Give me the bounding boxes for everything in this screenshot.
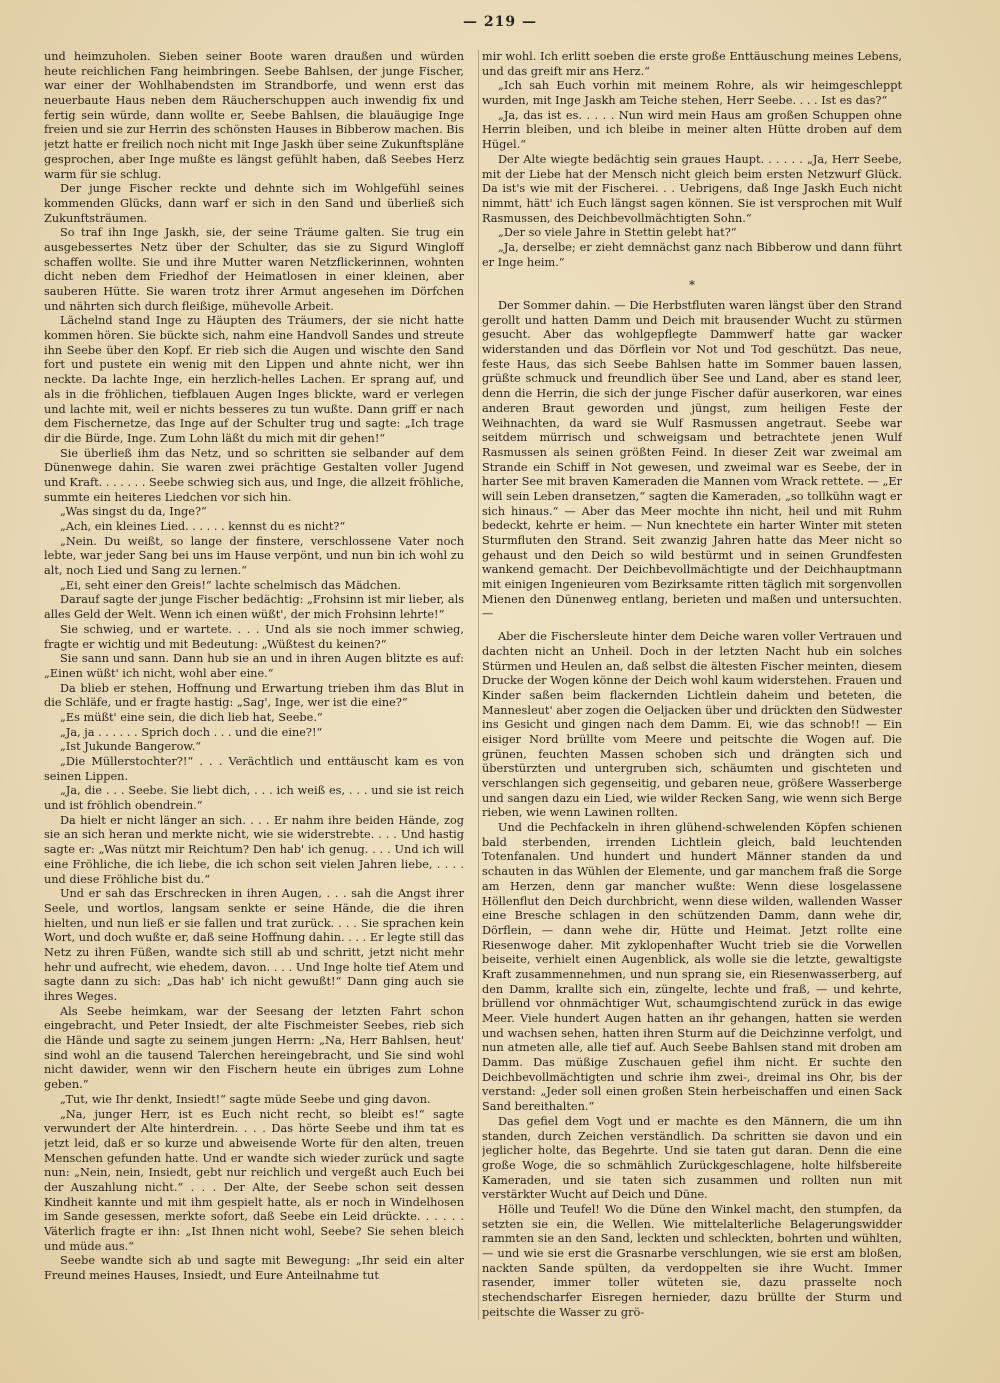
paragraph: „Es müßt' eine sein, die dich lieb hat, Seebe.“ — [60, 710, 323, 724]
paragraph: Und er sah das Erschrecken in ihren Augen, . . . sah die Angst ihrer Seele, und wortlos, langsam senkte er seine Hände, die die ihren hielten, und nun ließ er sie fallen und trat zurück. . . . Sie sprachen kein Wort, und doch wußte er, daß seine Hoffnung dahin. . . . Er legte still das Netz zu ihren Füßen, wandte sich still ab und schritt, jetzt nicht mehr hehr und aufrecht, wie ehedem, davon. . . . Und Inge holte tief Atem und sagte dann zu sich: „Das hab' ich nicht gewußt!“ Dann ging auch sie ihres Weges. — [44, 887, 464, 1003]
paragraph: „Ist Jukunde Bangerow.“ — [60, 740, 202, 754]
paragraph: „Na, junger Herr, ist es Euch nicht recht, so bleibt es!“ sagte verwundert der Alte hinterdrein. . . . Das hörte Seebe und ihm tat es jetzt leid, daß er so kurze und abweisende Worte für den alten, treuen Menschen gefunden hatte. Und er wandte sich wieder zurück und sagte nun: „Nein, nein, Insiedt, gebt nur reichlich und vergeßt auch Euch bei der Auszahlung nicht.“ . . . Der Alte, der Seebe schon seit dessen Kindheit kannte und mit ihm gespielt hatte, als er noch in Windelhosen im Sande gesessen, merkte sofort, daß Seebe ein Leid drückte. . . . . . Väterlich fragte er ihn: „Ist Ihnen nicht wohl, Seebe? Sie sehen bleich und müde aus.“ — [44, 1107, 464, 1253]
paragraph: Als Seebe heimkam, war der Seesang der letzten Fahrt schon eingebracht, und Peter Insiedt, der alte Fischmeister Seebes, rieb sich die Hände und sagte zu seinem jungen Herrn: „Na, Herr Bahlsen, heut' sind wohl an die tausend Talerchen hereingebracht, und Sie sind wohl nicht dawider, wenn wir den Fischern heute ein übriges zum Lohne geben.“ — [44, 1004, 464, 1092]
paragraph: „Was singst du da, Inge?“ — [60, 505, 207, 519]
paragraph: Hölle und Teufel! Wo die Düne den Winkel macht, den stumpfen, da setzten sie ein, die Wellen. Wie mittelalterliche Belagerungswidder rammten sie an den Sand, leckten und schleckten, bohrten und wühlten, — und wie sie erst die Grasnarbe verschlungen, wie sie erst am bloßen, nackten Sande spülten, da verdoppelten sie ihre Wucht. Immer rasender, immer toller wüteten sie, dazu prasselte noch stechendscharfer Eisregen hernieder, dazu brüllte der Sturm und peitschte die Wasser zu grö- — [482, 1202, 902, 1319]
paragraph: „Ja, das ist es. . . . . Nun wird mein Haus am großen Schuppen ohne Herrin bleiben, und ich bleibe in meiner alten Hütte droben auf dem Hügel.“ — [482, 108, 902, 152]
paragraph: Sie schwieg, und er wartete. . . . Und als sie noch immer schwieg, fragte er wichtig und mit Bedeutung: „Wüßtest du keinen?“ — [44, 622, 464, 651]
paragraph: Da hielt er nicht länger an sich. . . . Er nahm ihre beiden Hände, zog sie an sich heran und merkte nicht, wie sie widerstrebte. . . . Und hastig sagte er: „Was nützt mir Reichtum? Den hab' ich genug. . . . Und ich will eine Fröhliche, die ich liebe, die ich schon seit vielen Jahren liebe, . . . . und diese Fröhliche bist du.“ — [44, 813, 464, 886]
page-number: — 219 — — [463, 14, 537, 30]
paragraph: „Ei, seht einer den Greis!“ lachte schelmisch das Mädchen. — [60, 578, 402, 592]
right-column — [482, 50, 902, 1320]
paragraph: Lächelnd stand Inge zu Häupten des Träumers, der sie nicht hatte kommen hören. Sie bückte sich, nahm eine Handvoll Sandes und streute ihn Seebe über den Kopf. Er rieb sich die Augen und wischte den Sand fort und pustete ein wenig mit den Lippen und ahnte nicht, wer ihn neckte. Da lachte Inge, ein herzlich-helles Lachen. Er sprang auf, und als in die fröhlichen, tiefblauen Augen Inges blickte, ward er verlegen und lachte mit, weil er nichts besseres zu tun wußte. Dann griff er nach dem Fischernetze, das Inge auf der Schulter trug und sagte: „Ich trage dir die Bürde, Inge. Zum Lohn läßt du mich mit dir gehen!“ — [44, 314, 464, 445]
paragraph: „Nein. Du weißt, so lange der finstere, verschlossene Vater noch lebte, war jeder Sang bei uns im Hause verpönt, und nun bin ich wohl zu alt, noch Lied und Sang zu lernen.“ — [44, 534, 464, 578]
paragraph: Sie überließ ihm das Netz, und so schritten sie selbander auf dem Dünenwege dahin. Sie waren zwei prächtige Gestalten voller Jugend und Kraft. . . . . . . Seebe schwieg sich aus, und Inge, die allzeit fröhliche, summte ein heiteres Liedchen vor sich hin. — [44, 446, 464, 504]
paragraph: Sie sann und sann. Dann hub sie an und in ihren Augen blitzte es auf: „Einen wüßt' ich nicht, wohl aber eine.“ — [44, 652, 464, 680]
paragraph: und heimzuholen. Sieben seiner Boote waren draußen und würden heute reichlichen Fang heimbringen. Seebe Bahlsen, der junge Fischer, war einer der Wohlhabendsten im Strandborfe, und wenn erst das neuerbaute Haus neben dem Räucherschuppen auch inwendig fix und fertig sein würde, dann wollte er, Seebe Bahlsen, die blauäugige Inge freien und sie zur Herrin des schönsten Hauses in Bibberow machen. Bis jetzt hatte er freilich noch nicht mit Inge Jaskh über seine Zukunftspläne gesprochen, aber Inge mußte es längst gefühlt haben, daß Seebes Herz warm für sie schlug. — [44, 50, 464, 181]
paragraph: Da blieb er stehen, Hoffnung und Erwartung trieben ihm das Blut in die Schläfe, und er fragte hastig: „Sag', Inge, wer ist die eine?“ — [44, 681, 464, 710]
paragraph: „Ja, die . . . Seebe. Sie liebt dich, . . . ich weiß es, . . . und sie ist reich und ist fröhlich obendrein.“ — [44, 784, 464, 813]
paragraph: „Tut, wie Ihr denkt, Insiedt!“ sagte müde Seebe und ging davon. — [60, 1092, 431, 1106]
column-divider — [478, 50, 479, 1320]
paragraph: Darauf sagte der junge Fischer bedächtig: „Frohsinn ist mir lieber, als alles Geld der Welt. Wenn ich einen wüßt', der mich Frohsinn lehrte!“ — [44, 593, 464, 622]
paragraph: Der junge Fischer reckte und dehnte sich im Wohlgefühl seines kommenden Glücks, dann warf er sich in den Sand und überließ sich Zukunftsträumen. — [44, 182, 464, 225]
paragraph: Aber die Fischersleute hinter dem Deiche waren voller Vertrauen und dachten nicht an Unheil. Doch in der letzten Nacht hub ein solches Stürmen und Heulen an, daß selbst die ältesten Fischer meinten, diesem Drucke der Wogen könne der Deich wohl kaum widerstehen. Frauen und Kinder saßen beim flackernden Lichtlein daheim und beteten, die Mannesleut' aber zogen die Oeljacken über und drückten den Südwester ins Gesicht und gingen nach dem Damm. Ei, wie das schnob!! — Ein eisiger Nord brüllte vom Meere und peitschte die Wogen auf. Die grünen, feuchten Massen schoben sich und drängten sich und überstürzten und untergruben sich, schäumten und gischteten und verschlangen sich gegenseitig, und gebaren neue, größere Wasserberge und sangen dazu ein Lied, wie wilder Recken Sang, wie wenn sich Berge rieben, wie wenn Lawinen rollten. — [482, 630, 902, 820]
paragraph: Der Sommer dahin. — Die Herbstfluten waren längst über den Strand gerollt und hatten Damm und Deich mit brausender Wucht zu stürmen gesucht. Aber das wohlgepflegte Dammwerf hatte gar wacker widerstanden und das Dörflein vor Not und Tod geschützt. Das neue, feste Haus, das sich Seebe Bahlsen hatte im Sommer bauen lassen, grüßte schmuck und freundlich über See und Land, aber es stand leer, denn die Herrin, die sich der junge Fischer dafür auserkoren, war eines anderen Braut geworden und jüngst, zum heiligen Feste der Weihnachten, da ward sie Wulf Rasmussen angetraut. Seebe war seitdem mürrisch und schweigsam und betrachtete jenen Wulf Rasmussen als seinen größten Feind. In dieser Zeit war zweimal am Strande ein Schiff in Not gewesen, und zweimal war es Seebe, der in harter See mit braven Kameraden die Mannen vom Wrack rettete. — „Er will sein Leben dransetzen,“ sagten die Kameraden, „so tollkühn wagt er sich hinaus.“ — Aber das Meer mochte ihn nicht, heil und mit Ruhm bedeckt, kehrte er heim. — Nun knechtete ein harter Winter mit steten Sturmfluten den Strand. Seit zwanzig Jahren hatte das Meer nicht so gehaust und den Deich so wild bestürmt und in seinen Grundfesten wankend gemacht. Der Deichbevollmächtigte und der Deichhauptmann mit einigen Ingenieuren vom Bezirksamte ritten täglich mit sorgenvollen Mienen den Dünenweg entlang, berieten und maßen und untersuchten. — — [482, 299, 902, 621]
paragraph: Der Alte wiegte bedächtig sein graues Haupt. . . . . . „Ja, Herr Seebe, mit der Liebe hat der Mensch nicht gleich beim ersten Netzwurf Glück. Da ist's wie mit der Fischerei. . . Uebrigens, daß Inge Jaskh Euch nicht nimmt, hätt' ich Euch längst sagen können. Sie ist versprochen mit Wulf Rasmussen, des Deichbevollmächtigten Sohn.“ — [482, 152, 902, 225]
paragraph: „Der so viele Jahre in Stettin gelebt hat?“ — [498, 226, 737, 240]
left-column — [44, 50, 464, 1320]
paragraph: Seebe wandte sich ab und sagte mit Bewegung: „Ihr seid ein alter Freund meines Hauses, Insiedt, und Eure Anteilnahme tut — [44, 1254, 464, 1283]
right-column-top — [482, 50, 902, 270]
section-break-mark: * — [689, 278, 695, 293]
paragraph: „Ja, ja . . . . . . Sprich doch . . . und die eine?!“ — [60, 725, 323, 739]
right-column-bottom — [482, 299, 902, 1320]
paragraph: mir wohl. Ich erlitt soeben die erste große Enttäuschung meines Lebens, und das greift mir ans Herz.“ — [482, 50, 902, 78]
paragraph: Und die Pechfackeln in ihren glühend-schwelenden Köpfen schienen bald sterbenden, irrenden Lichtlein gleich, bald leuchtenden Totenfanalen. Und hundert und hundert Männer standen da und schauten in das Wühlen der Elemente, und gar manchem fraß die Sorge am Herzen, denn gar mancher wußte: Wenn diese losgelassene Höllenflut den Deich durchbricht, wenn diese wilden, wallenden Wasser eine Bresche schlagen in den schützenden Damm, dann wehe dir, Dörflein, — dann wehe dir, Hütte und Heimat. Jetzt rollte eine Riesenwoge daher. Mit zyklopenhafter Wucht trieb sie die Vorwellen beiseite, verhielt einen Augenblick, als wolle sie die letzte, gewaltigste Kraft zusammennehmen, und nun sprang sie, ein Riesenwasserberg, auf den Damm, krallte sich ein, züngelte, lechte und fraß, — und kehrte, brüllend vor ohnmächtiger Wut, schaumgischtend zurück in das ewige Meer. Viele hundert Augen hatten an ihr gehangen, hatten sie werden und wachsen sehen, hatten ihren Sturm auf die Deichzinne verfolgt, und nun atmeten alle, alle tief auf. Auch Seebe Bahlsen stand mit droben am Damm. Das müßige Zuschauen gefiel ihm nicht. Er suchte den Deichbevollmächtigten und schrie ihm zwei-, dreimal ins Ohr, bis der verstand: „Jeder soll einen großen Stein herbeischaffen und einen Sack Sand bereithalten.“ — [482, 821, 902, 1114]
paragraph: Das gefiel dem Vogt und er machte es den Männern, die um ihn standen, durch Zeichen verständlich. Da schritten sie davon und ein jeglicher holte, das Begehrte. Und sie taten gut daran. Denn die eine große Woge, die so schmählich Zurückgeschlagene, holte hilfsbereite Kameraden, und sie taten sich zusammen und rollten nun mit verstärkter Wucht auf Deich und Düne. — [482, 1114, 902, 1202]
paragraph: So traf ihn Inge Jaskh, sie, der seine Träume galten. Sie trug ein ausgebessertes Netz über der Schulter, das sie zu Sigurd Wingloff schaffen wollte. Sie und ihre Mutter waren Netzflickerinnen, wohnten dicht neben dem Friedhof der Heimatlosen in einer kleinen, aber sauberen Hütte. Sie waren trotz ihrer Armut angesehen im Dörfchen und nährten sich durch fleißige, mühevolle Arbeit. — [44, 226, 464, 313]
paragraph: „Ach, ein kleines Lied. . . . . . kennst du es nicht?“ — [60, 520, 346, 533]
paragraph: „Ja, derselbe; er zieht demnächst ganz nach Bibberow und dann führt er Inge heim.“ — [482, 240, 902, 269]
paragraph: „Die Müllerstochter?!“ . . . Verächtlich und enttäuscht kam es von seinen Lippen. — [44, 755, 464, 783]
paragraph: „Ich sah Euch vorhin mit meinem Rohre, als wir heimgeschleppt wurden, mit Inge Jaskh am Teiche stehen, Herr Seebe. . . . Ist es das?“ — [482, 79, 902, 108]
